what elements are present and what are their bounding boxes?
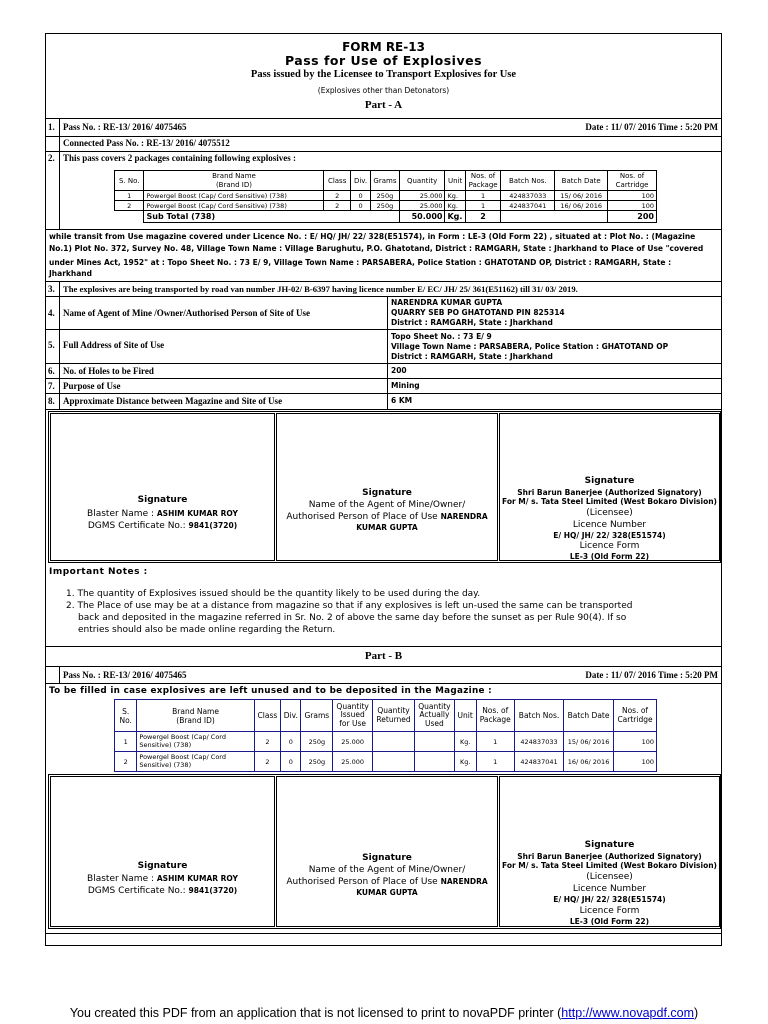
subtotal-unit: Kg. xyxy=(445,211,465,223)
cell-grams: 250g xyxy=(371,191,400,201)
cell-cartridge: 100 xyxy=(608,191,657,201)
header-batch-date: Batch Date xyxy=(555,171,608,191)
cell-unit: Kg. xyxy=(445,201,465,211)
site-topo-sheet: Topo Sheet No. : 73 E/ 9 xyxy=(391,332,492,341)
footer-notice xyxy=(0,1006,768,1020)
cell-class: 2 xyxy=(324,191,350,201)
dgms-number-b: 9841(3720) xyxy=(188,886,238,895)
agent-name: NARENDRA KUMAR GUPTA xyxy=(391,298,503,307)
header-grams: Grams xyxy=(371,171,400,191)
agent-address: QUARRY SEB PO GHATOTAND PIN 825314 xyxy=(391,308,565,317)
licence-number-label-b: Licence Number xyxy=(572,884,647,894)
header-unit: Unit xyxy=(454,700,476,732)
licence-number-label: Licence Number xyxy=(572,520,647,530)
cell-qty-used[interactable] xyxy=(414,732,454,752)
note-2a: The Place of use may be at a distance from magazine so that if any explosives is left un-used the same can be transported xyxy=(77,601,633,611)
form-frame xyxy=(45,33,722,946)
distance-label: Approximate Distance between Magazine and Site of Use xyxy=(63,396,283,406)
row3-number: 3. xyxy=(48,284,55,294)
cell-batch-date: 16/ 06/ 2016 xyxy=(555,201,608,211)
transit-line-3: under Mines Act, 1952" at : Topo Sheet No. : 73 E/ 9, Village Town Name : PARSABERA, Police Station : GHATOTAND OP, District : RAMGARH, State : xyxy=(49,258,672,267)
agent-district: District : RAMGARH, State : Jharkhand xyxy=(391,318,553,327)
cell-unit: Kg. xyxy=(454,732,476,752)
transit-line-1: while transit from Use magazine covered under Licence No. : E/ HQ/ JH/ 22/ 328(E51574), in Form : LE-3 (Old Form 22) , situated at : Plot No. : (Magazine xyxy=(49,232,696,241)
cell-packages: 1 xyxy=(465,201,501,211)
header-class: Class xyxy=(254,700,280,732)
signature-block-b xyxy=(48,774,721,929)
distance-value: 6 KM xyxy=(391,396,413,405)
licensee-signature-b xyxy=(499,776,720,927)
licensee-signature-title: Signature xyxy=(584,476,635,486)
subtotal-packages: 2 xyxy=(465,211,501,223)
header-batch-date: Batch Date xyxy=(564,700,614,732)
pass-number: Pass No. : RE-13/ 2016/ 4075465 xyxy=(63,122,187,132)
agent-label: Name of Agent of Mine /Owner/Authorised Person of Site of Use xyxy=(63,308,310,318)
note-2c: entries should also be made online regarding the Return. xyxy=(78,625,336,635)
row5-number: 5. xyxy=(48,340,55,350)
cell-qty-issued: 25.000 xyxy=(333,732,373,752)
table-row xyxy=(115,191,657,201)
cell-unit: Kg. xyxy=(454,752,476,772)
row2-number: 2. xyxy=(48,153,55,163)
cell-grams: 250g xyxy=(371,201,400,211)
holes-value: 200 xyxy=(391,366,407,375)
header-div: Div. xyxy=(350,171,370,191)
agent-signature-title: Signature xyxy=(362,488,412,498)
agent-sig-line-2-b: Authorised Person of Place of Use xyxy=(286,877,441,887)
site-address-label: Full Address of Site of Use xyxy=(63,340,165,350)
blaster-name-label-b: Blaster Name : xyxy=(87,874,157,884)
cell-cartridge: 100 xyxy=(608,201,657,211)
blaster-name-b: ASHIM KUMAR ROY xyxy=(156,874,238,883)
connected-pass-number: Connected Pass No. : RE-13/ 2016/ 4075512 xyxy=(63,138,230,148)
notes-list: 1. The quantity of Explosives issued should be the quantity likely to be used during the day. 2. The Place of use may be at a distance from magazine so that if any explosives is left un-used the same can be transported back and deposited in the magazine referred in Sr. No. 2 of above the same day before the sunset as per Rule 90(4). If so entries should also be made online regarding the Return. xyxy=(66,589,633,635)
purpose-value: Mining xyxy=(391,381,420,390)
cell-batch-date: 16/ 06/ 2016 xyxy=(564,752,614,772)
cell-packages: 1 xyxy=(476,752,514,772)
packages-text: This pass covers 2 packages containing following explosives : xyxy=(63,153,297,163)
dgms-label-b: DGMS Certificate No.: xyxy=(87,886,189,896)
agent-sig-name-2: KUMAR GUPTA xyxy=(356,523,418,532)
footer-text: You created this PDF from an application that is not licensed to print to novaPDF printer ( xyxy=(69,1006,562,1020)
header-packages: Nos. of Package xyxy=(476,700,514,732)
explosives-table xyxy=(114,170,657,223)
blaster-signature-b xyxy=(50,776,275,927)
cell-brand: Powergel Boost (Cap/ Cord Sensitive) (738) xyxy=(144,191,324,201)
header-qty-returned: Quantity Returned xyxy=(373,700,415,732)
licensee-company: For M/ s. Tata Steel Limited (West Bokaro Division) xyxy=(502,497,717,506)
dgms-number: 9841(3720) xyxy=(188,521,238,530)
footer-close: ) xyxy=(694,1006,699,1020)
header-quantity: Quantity xyxy=(399,171,445,191)
cell-batch-no: 424837041 xyxy=(501,201,555,211)
cell-sno: 2 xyxy=(115,201,144,211)
part-b-instruction: To be filled in case explosives are left unused and to be deposited in the Magazine : xyxy=(49,686,492,696)
cell-quantity: 25.000 xyxy=(399,201,445,211)
header-unit: Unit xyxy=(445,171,465,191)
licence-form-label: Licence Form xyxy=(579,541,640,551)
cell-sno: 1 xyxy=(115,191,144,201)
cell-grams: 250g xyxy=(301,752,333,772)
cell-qty-returned[interactable] xyxy=(373,732,415,752)
cell-quantity: 25.000 xyxy=(399,191,445,201)
agent-sig-name-1-b: NARENDRA xyxy=(440,877,488,886)
cell-cartridge: 100 xyxy=(614,732,657,752)
row4-number: 4. xyxy=(48,308,55,318)
part-b-title: Part - B xyxy=(364,650,403,662)
cell-brand: Powergel Boost (Cap/ Cord Sensitive) (738) xyxy=(137,752,254,772)
site-district: District : RAMGARH, State : Jharkhand xyxy=(391,352,553,361)
blaster-signature xyxy=(50,413,275,561)
header-cartridge: Nos. of Cartridge xyxy=(608,171,657,191)
cell-class: 2 xyxy=(324,201,350,211)
agent-sig-line-1: Name of the Agent of Mine/Owner/ xyxy=(308,500,466,510)
part-a-title: Part - A xyxy=(364,99,403,111)
cell-div: 0 xyxy=(350,201,370,211)
cell-qty-used[interactable] xyxy=(414,752,454,772)
cell-packages: 1 xyxy=(476,732,514,752)
licence-form-b: LE-3 (Old Form 22) xyxy=(569,917,650,926)
agent-signature-title-b: Signature xyxy=(362,853,412,863)
licensee-company-b: For M/ s. Tata Steel Limited (West Bokaro Division) xyxy=(502,861,717,870)
header-batch-nos: Batch Nos. xyxy=(501,171,555,191)
pass-date: Date : 11/ 07/ 2016 Time : 5:20 PM xyxy=(585,122,718,132)
note-2b: back and deposited in the magazine referred in Sr. No. 2 of above the same day before the sunset as per Rule 90(4). If so xyxy=(78,613,627,623)
holes-label: No. of Holes to be Fired xyxy=(63,366,154,376)
cell-brand: Powergel Boost (Cap/ Cord Sensitive) (738) xyxy=(137,732,254,752)
header-class: Class xyxy=(324,171,350,191)
cell-batch-no: 424837033 xyxy=(501,191,555,201)
licensee-signatory-b: Shri Barun Banerjee (Authorized Signatory) xyxy=(517,852,702,861)
header-div: Div. xyxy=(281,700,301,732)
header-grams: Grams xyxy=(301,700,333,732)
notes-title: Important Notes : xyxy=(49,567,148,577)
licensee-signature xyxy=(499,413,720,561)
cell-batch-date: 15/ 06/ 2016 xyxy=(555,191,608,201)
row6-number: 6. xyxy=(48,366,55,376)
return-table-header xyxy=(115,700,657,732)
form-number: FORM RE-13 xyxy=(342,40,425,54)
table-row xyxy=(115,201,657,211)
blaster-name-label: Blaster Name : xyxy=(87,509,157,519)
cell-qty-returned[interactable] xyxy=(373,752,415,772)
header-qty-used: Quantity Actually Used xyxy=(414,700,454,732)
subtotal-cartridge: 200 xyxy=(608,211,657,223)
subtotal-quantity: 50.000 xyxy=(399,211,445,223)
cell-sno: 2 xyxy=(115,752,137,772)
blaster-signature-title-b: Signature xyxy=(137,861,188,871)
licence-number: E/ HQ/ JH/ 22/ 328(E51574) xyxy=(553,531,666,540)
cell-batch-no: 424837041 xyxy=(514,752,563,772)
table-row xyxy=(115,732,657,752)
cell-div: 0 xyxy=(281,732,301,752)
cell-batch-no: 424837033 xyxy=(514,732,563,752)
agent-signature xyxy=(276,413,498,561)
purpose-label: Purpose of Use xyxy=(63,381,121,391)
part-b-pass-number: Pass No. : RE-13/ 2016/ 4075465 xyxy=(63,670,187,680)
cell-div: 0 xyxy=(350,191,370,201)
subtotal-row xyxy=(115,211,657,223)
table-row xyxy=(115,752,657,772)
cell-qty-issued: 25.000 xyxy=(333,752,373,772)
header-brand: Brand Name (Brand ID) xyxy=(137,700,254,732)
blaster-signature-title: Signature xyxy=(137,495,188,505)
part-b-date: Date : 11/ 07/ 2016 Time : 5:20 PM xyxy=(585,670,718,680)
licence-number-b: E/ HQ/ JH/ 22/ 328(E51574) xyxy=(553,895,666,904)
cell-packages: 1 xyxy=(465,191,501,201)
note-1: The quantity of Explosives issued should be the quantity likely to be used during the day. xyxy=(77,589,481,599)
licensee-signatory: Shri Barun Banerjee (Authorized Signatory) xyxy=(517,488,702,497)
cell-cartridge: 100 xyxy=(614,752,657,772)
return-table xyxy=(114,699,657,772)
cell-class: 2 xyxy=(254,732,280,752)
dgms-label: DGMS Certificate No.: xyxy=(87,521,189,531)
agent-sig-line-2: Authorised Person of Place of Use xyxy=(286,512,441,522)
agent-signature-b xyxy=(276,776,498,927)
cell-class: 2 xyxy=(254,752,280,772)
site-village: Village Town Name : PARSABERA, Police Station : GHATOTAND OP xyxy=(391,342,669,351)
cell-unit: Kg. xyxy=(445,191,465,201)
form-subtitle: Pass issued by the Licensee to Transport Explosives for Use xyxy=(250,69,517,80)
header-sno: S. No. xyxy=(115,171,144,191)
transit-line-4: Jharkhand xyxy=(49,269,92,278)
header-brand: Brand Name (Brand ID) xyxy=(144,171,324,191)
cell-grams: 250g xyxy=(301,732,333,752)
form-title: Pass for Use of Explosives xyxy=(284,53,483,68)
licensee-label-b: (Licensee) xyxy=(586,872,633,882)
transport-text: The explosives are being transported by road van number JH-02/ B-6397 having licence number E/ EC/ JH/ 25/ 361(E51162) till 31/ 03/ 2019. xyxy=(63,284,578,294)
explosives-table-header xyxy=(115,171,657,191)
subtotal-label: Sub Total (738) xyxy=(144,211,399,223)
cell-batch-date: 15/ 06/ 2016 xyxy=(564,732,614,752)
cell-brand: Powergel Boost (Cap/ Cord Sensitive) (738) xyxy=(144,201,324,211)
transit-line-2: No.1) Plot No. 372, Survey No. 48, Village Town Name : Village Barughutu, P.O. Ghatotand, District : RAMGARH, State : Jharkhand to Place of Use "covered xyxy=(49,244,704,253)
signature-block-a xyxy=(48,411,721,563)
novapdf-link[interactable]: http://www.novapdf.com xyxy=(561,1006,694,1020)
licensee-label: (Licensee) xyxy=(586,508,633,518)
header-sno: S. No. xyxy=(115,700,137,732)
licence-form-label-b: Licence Form xyxy=(579,906,640,916)
blaster-name: ASHIM KUMAR ROY xyxy=(156,509,238,518)
cell-sno: 1 xyxy=(115,732,137,752)
agent-sig-line-1-b: Name of the Agent of Mine/Owner/ xyxy=(308,865,466,875)
header-batch-nos: Batch Nos. xyxy=(514,700,563,732)
agent-sig-name-1: NARENDRA xyxy=(440,512,488,521)
licence-form: LE-3 (Old Form 22) xyxy=(569,552,650,561)
row8-number: 8. xyxy=(48,396,55,406)
row7-number: 7. xyxy=(48,381,55,391)
agent-sig-name-2-b: KUMAR GUPTA xyxy=(356,888,418,897)
header-packages: Nos. of Package xyxy=(465,171,501,191)
form-note: (Explosives other than Detonators) xyxy=(317,86,450,95)
header-cartridge: Nos. of Cartridge xyxy=(614,700,657,732)
header-qty-issued: Quantity Issued for Use xyxy=(333,700,373,732)
licensee-signature-title-b: Signature xyxy=(584,840,635,850)
cell-div: 0 xyxy=(281,752,301,772)
row1-number: 1. xyxy=(48,122,55,132)
